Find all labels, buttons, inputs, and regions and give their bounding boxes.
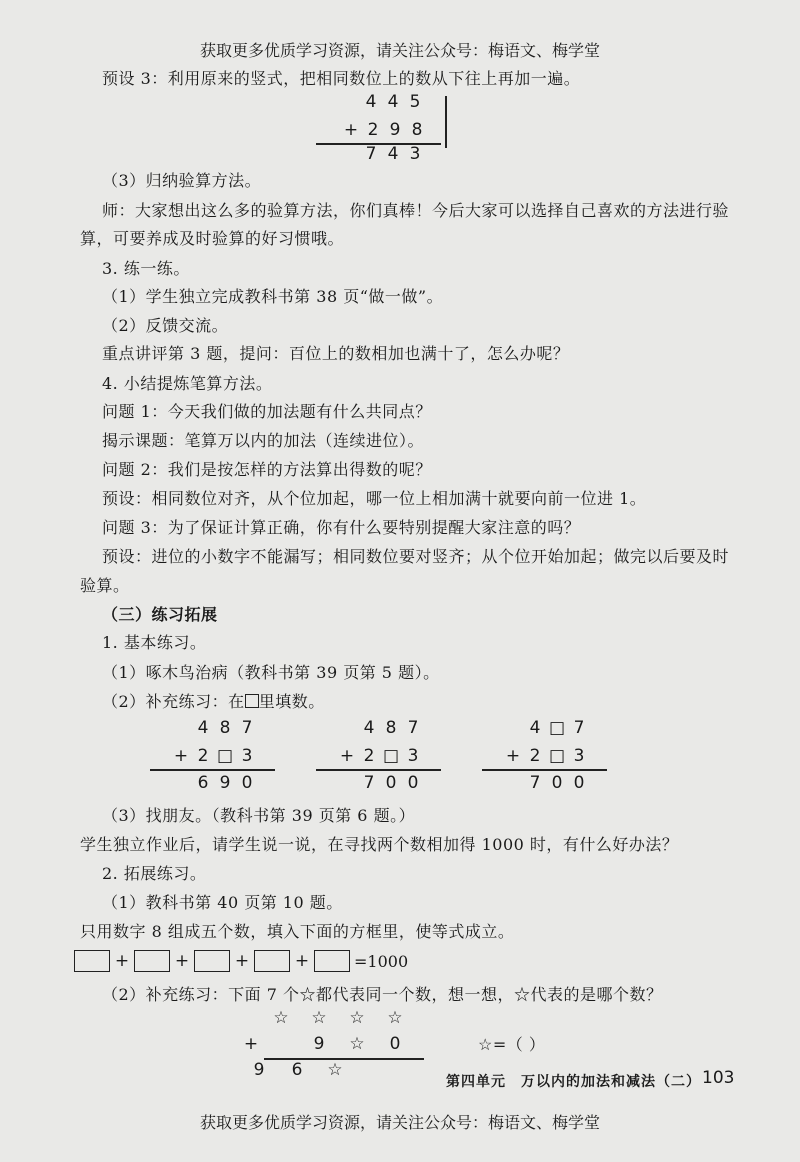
vertical-calc-a: 4 8 7 + 2 □ 3 6 9 0 [150, 718, 280, 798]
text-line: 问题 3：为了保证计算正确，你有什么要特别提醒大家注意的吗？ [102, 518, 581, 537]
text-line: 问题 1：今天我们做的加法题有什么共同点？ [102, 402, 432, 421]
calc-result: 7 4 3 [365, 144, 421, 164]
answer-box [194, 950, 230, 972]
text-line: 师：大家想出这么多的验算方法，你们真棒！今后大家可以选择自己喜欢的方法进行验 [102, 201, 730, 220]
blank-box-icon [245, 694, 259, 708]
watermark-top: 获取更多优质学习资源，请关注公众号：梅语文、梅学堂 [199, 41, 600, 60]
text-line: 预设：相同数位对齐，从个位加起，哪一位上相加满十就要向前一位进 1。 [102, 489, 647, 508]
text-line: 预设 3：利用原来的竖式，把相同数位上的数从下往上再加一遍。 [102, 69, 581, 88]
vertical-calc-verify [340, 92, 460, 162]
text-line: 2. 拓展练习。 [102, 864, 207, 883]
text-line: （2）补充练习：在 里填数。 [102, 692, 325, 711]
text-line: 算，可要养成及时验算的好习惯哦。 [80, 229, 345, 248]
vertical-calc-c: 4 □ 7 + 2 □ 3 7 0 0 [482, 718, 612, 798]
page-number: 103 [702, 1068, 735, 1088]
text-line: （1）教科书第 40 页第 10 题。 [102, 893, 343, 912]
text-line: 只用数字 8 组成五个数，填入下面的方框里，使等式成立。 [80, 922, 515, 941]
text-line: 验算。 [80, 576, 130, 595]
section-heading: （三）练习拓展 [102, 605, 218, 624]
text-line: 1. 基本练习。 [102, 633, 207, 652]
watermark-bottom: 获取更多优质学习资源，请关注公众号：梅语文、梅学堂 [199, 1113, 600, 1132]
box-equation: + + + + =1000 [74, 950, 408, 972]
calc-row-1: 4 4 5 [365, 92, 421, 112]
text-line: （1）啄木鸟治病（教科书第 39 页第 5 题）。 [102, 663, 440, 682]
answer-box [74, 950, 110, 972]
text-line: （3）找朋友。（教科书第 39 页第 6 题。） [102, 806, 416, 825]
equation-result: =1000 [354, 951, 409, 971]
text-line: （2）反馈交流。 [102, 316, 229, 335]
text-line: 预设：进位的小数字不能漏写；相同数位要对竖齐；从个位开始加起；做完以后要及时 [102, 547, 730, 566]
answer-box [254, 950, 290, 972]
text-line: 重点讲评第 3 题，提问：百位上的数相加也满十了，怎么办呢？ [102, 344, 570, 363]
text-line: （1）学生独立完成教科书第 38 页“做一做”。 [102, 287, 444, 306]
text-line: 3. 练一练。 [102, 259, 190, 278]
text-line: 4. 小结提炼笔算方法。 [102, 374, 273, 393]
margin-bar [445, 96, 447, 148]
text-line: 学生独立作业后，请学生说一说，在寻找两个数相加得 1000 时，有什么好办法？ [80, 835, 679, 854]
answer-box [134, 950, 170, 972]
vertical-calc-star: ☆ ☆ ☆ ☆ + 9 ☆ 0 9 6 ☆ [240, 1008, 420, 1088]
text-line: （3）归纳验算方法。 [102, 171, 262, 190]
answer-box [314, 950, 350, 972]
text-line: 揭示课题：笔算万以内的加法（连续进位）。 [102, 431, 425, 450]
text-line: 问题 2：我们是按怎样的方法算出得数的呢？ [102, 460, 432, 479]
vertical-calc-b: 4 8 7 + 2 □ 3 7 0 0 [316, 718, 446, 798]
star-answer: ☆=（ ） [478, 1035, 546, 1054]
footer-unit-title: 第四单元 万以内的加法和减法（二） [446, 1074, 701, 1090]
text-line: （2）补充练习：下面 7 个☆都代表同一个数，想一想，☆代表的是哪个数？ [102, 985, 663, 1004]
calc-row-2: + 2 9 8 [343, 120, 423, 140]
